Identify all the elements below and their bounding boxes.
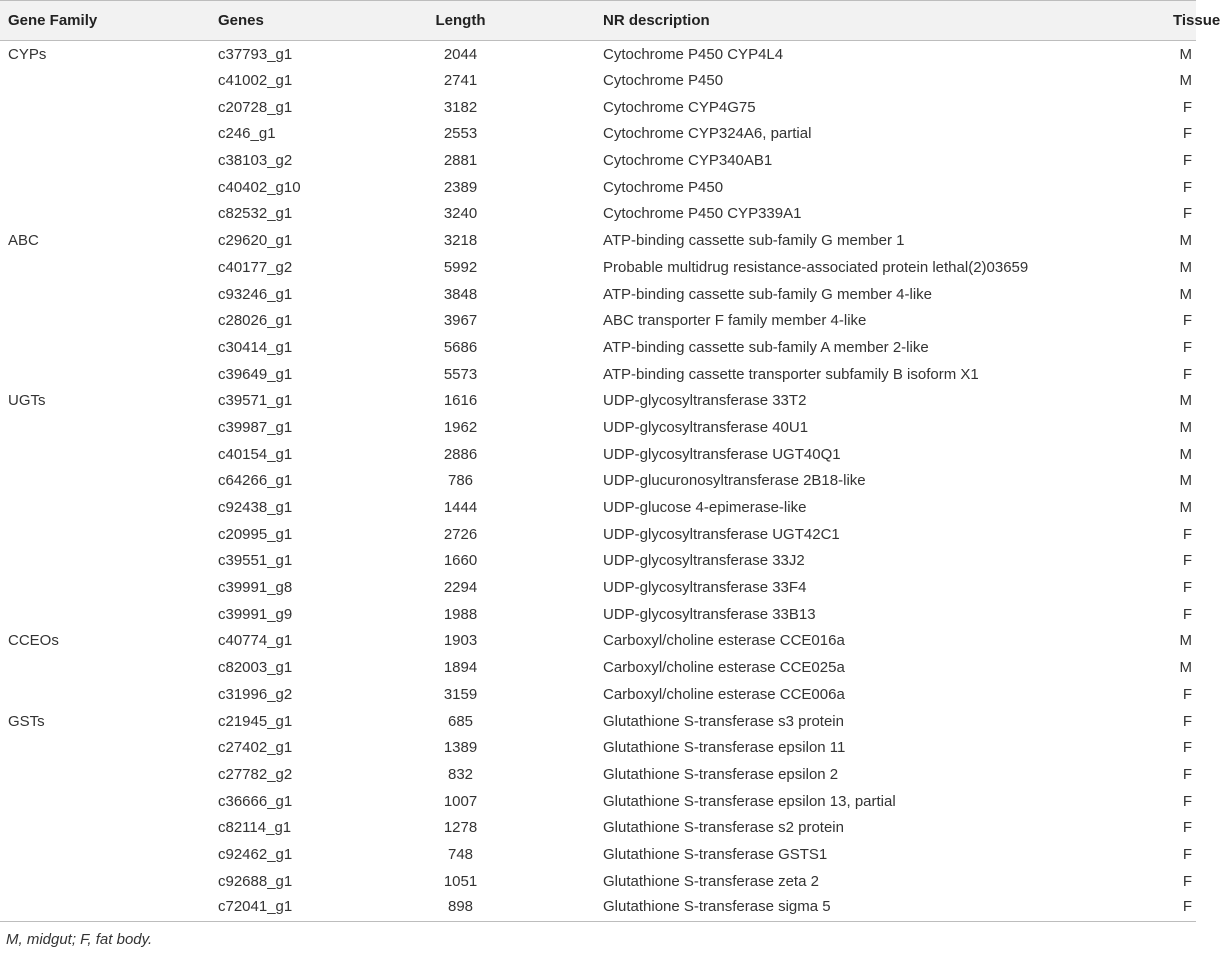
cell-length: 1389 — [443, 739, 478, 757]
cell-gene-family — [0, 841, 218, 868]
cell-nr-description: ABC transporter F family member 4-like — [603, 312, 867, 330]
cell-length: 3848 — [443, 285, 478, 303]
cell-tissue: F — [1182, 739, 1192, 757]
cell-nr-description: Glutathione S-transferase s2 protein — [603, 819, 844, 837]
cell-length: 2726 — [443, 525, 478, 543]
cell-gene-family — [0, 521, 218, 548]
cell-gene-id: c39987_g1 — [218, 418, 293, 436]
cell-gene-id: c40177_g2 — [218, 258, 293, 276]
cell-tissue: F — [1182, 338, 1192, 356]
cell-nr-description: UDP-glycosyltransferase 33J2 — [603, 552, 805, 570]
header-tissue: Tissue — [1173, 12, 1220, 29]
cell-nr-description: ATP-binding cassette transporter subfamily B isoform X1 — [603, 365, 979, 383]
cell-tissue: F — [1182, 605, 1192, 623]
cell-length: 1894 — [443, 659, 478, 677]
cell-nr-description: Glutathione S-transferase epsilon 13, partial — [603, 792, 896, 810]
cell-nr-description: Carboxyl/choline esterase CCE025a — [603, 659, 845, 677]
cell-gene-family — [0, 307, 218, 334]
cell-gene-family: ABC — [8, 232, 39, 250]
header-nr-description: NR description — [603, 12, 710, 29]
table-row — [0, 281, 1196, 308]
cell-tissue: M — [1179, 632, 1192, 650]
cell-nr-description: Cytochrome P450 — [603, 178, 724, 196]
cell-gene-id: c28026_g1 — [218, 312, 293, 330]
table-row — [0, 548, 1196, 575]
cell-tissue: F — [1182, 685, 1192, 703]
cell-nr-description: Glutathione S-transferase s3 protein — [603, 712, 844, 730]
cell-gene-id: c246_g1 — [218, 125, 276, 143]
cell-gene-id: c31996_g2 — [218, 685, 293, 703]
cell-length: 1962 — [443, 418, 478, 436]
cell-tissue: F — [1182, 579, 1192, 597]
cell-length: 3182 — [443, 98, 478, 116]
cell-gene-id: c41002_g1 — [218, 72, 293, 90]
cell-gene-id: c21945_g1 — [218, 712, 293, 730]
cell-gene-family — [0, 868, 218, 895]
cell-nr-description: UDP-glycosyltransferase 33B13 — [603, 605, 816, 623]
cell-nr-description: UDP-glucose 4-epimerase-like — [603, 499, 807, 517]
cell-tissue: F — [1182, 365, 1192, 383]
cell-gene-id: c40402_g10 — [218, 178, 301, 196]
table-row — [0, 734, 1196, 761]
table-row — [0, 441, 1196, 468]
cell-nr-description: Carboxyl/choline esterase CCE016a — [603, 632, 845, 650]
cell-nr-description: UDP-glycosyltransferase 33T2 — [603, 392, 807, 410]
cell-gene-family — [0, 121, 218, 148]
table-row — [0, 414, 1196, 441]
table-row — [0, 574, 1196, 601]
cell-nr-description: ATP-binding cassette sub-family G member 1 — [603, 232, 905, 250]
cell-nr-description: Cytochrome P450 CYP4L4 — [603, 45, 784, 63]
cell-tissue: F — [1182, 98, 1192, 116]
cell-length: 1660 — [443, 552, 478, 570]
table-row — [0, 254, 1196, 281]
cell-length: 832 — [447, 765, 474, 783]
cell-nr-description: Glutathione S-transferase epsilon 2 — [603, 765, 839, 783]
cell-gene-family — [0, 67, 218, 94]
cell-length: 1051 — [443, 872, 478, 890]
cell-gene-id: c27402_g1 — [218, 739, 293, 757]
table-row — [0, 361, 1196, 388]
cell-gene-id: c20728_g1 — [218, 98, 293, 116]
cell-tissue: F — [1182, 872, 1192, 890]
table-row — [0, 174, 1196, 201]
table-row — [0, 895, 1196, 922]
cell-tissue: M — [1179, 45, 1192, 63]
cell-tissue: F — [1182, 898, 1192, 916]
cell-length: 2553 — [443, 125, 478, 143]
cell-gene-family — [0, 361, 218, 388]
cell-tissue: F — [1182, 792, 1192, 810]
cell-gene-family — [0, 814, 218, 841]
cell-tissue: M — [1179, 392, 1192, 410]
table-row — [0, 94, 1196, 121]
table-row — [0, 468, 1196, 495]
table-row — [0, 494, 1196, 521]
cell-gene-id: c39991_g8 — [218, 579, 293, 597]
cell-gene-family — [0, 761, 218, 788]
cell-length: 1988 — [443, 605, 478, 623]
cell-nr-description: Cytochrome CYP324A6, partial — [603, 125, 812, 143]
cell-tissue: M — [1179, 659, 1192, 677]
cell-gene-id: c92438_g1 — [218, 499, 293, 517]
cell-gene-family — [0, 734, 218, 761]
cell-gene-id: c64266_g1 — [218, 472, 293, 490]
header-row — [0, 1, 1196, 41]
table-row — [0, 521, 1196, 548]
cell-length: 786 — [447, 472, 474, 490]
table-row — [0, 868, 1196, 895]
cell-tissue: M — [1179, 472, 1192, 490]
cell-gene-id: c20995_g1 — [218, 525, 293, 543]
cell-length: 3967 — [443, 312, 478, 330]
table-row — [0, 41, 1196, 68]
table-row — [0, 601, 1196, 628]
cell-gene-family: CYPs — [8, 45, 47, 63]
cell-gene-id: c82003_g1 — [218, 659, 293, 677]
table-footnote: M, midgut; F, fat body. — [6, 931, 153, 949]
cell-nr-description: Carboxyl/choline esterase CCE006a — [603, 685, 845, 703]
cell-nr-description: UDP-glycosyltransferase 33F4 — [603, 579, 807, 597]
cell-tissue: F — [1182, 178, 1192, 196]
table-row — [0, 654, 1196, 681]
cell-gene-id: c39649_g1 — [218, 365, 293, 383]
table-row — [0, 761, 1196, 788]
cell-gene-family: CCEOs — [8, 632, 59, 650]
cell-length: 5686 — [443, 338, 478, 356]
cell-nr-description: Cytochrome CYP340AB1 — [603, 152, 773, 170]
table-header — [0, 1, 1220, 41]
cell-tissue: F — [1182, 205, 1192, 223]
cell-gene-family — [0, 548, 218, 575]
cell-gene-id: c92688_g1 — [218, 872, 293, 890]
cell-length: 1616 — [443, 392, 478, 410]
cell-tissue: M — [1179, 418, 1192, 436]
cell-length: 3159 — [443, 685, 478, 703]
table-row — [0, 227, 1196, 254]
cell-nr-description: Cytochrome CYP4G75 — [603, 98, 756, 116]
cell-nr-description: Glutathione S-transferase epsilon 11 — [603, 739, 846, 757]
cell-gene-id: c27782_g2 — [218, 765, 293, 783]
table-row — [0, 814, 1196, 841]
cell-tissue: F — [1182, 525, 1192, 543]
cell-length: 2044 — [443, 45, 478, 63]
cell-gene-id: c39991_g9 — [218, 605, 293, 623]
cell-tissue: F — [1182, 845, 1192, 863]
cell-gene-family: UGTs — [8, 392, 46, 410]
cell-gene-id: c40154_g1 — [218, 445, 293, 463]
cell-gene-family — [0, 574, 218, 601]
table-row — [0, 67, 1196, 94]
cell-nr-description: UDP-glycosyltransferase 40U1 — [603, 418, 809, 436]
table-row — [0, 334, 1196, 361]
cell-length: 1007 — [443, 792, 478, 810]
cell-nr-description: ATP-binding cassette sub-family G member 4-like — [603, 285, 933, 303]
header-genes: Genes — [218, 12, 264, 29]
cell-length: 5573 — [443, 365, 478, 383]
cell-tissue: M — [1179, 232, 1192, 250]
cell-nr-description: Glutathione S-transferase zeta 2 — [603, 872, 819, 890]
cell-gene-family — [0, 147, 218, 174]
cell-length: 898 — [447, 898, 474, 916]
cell-length: 1278 — [443, 819, 478, 837]
cell-gene-id: c92462_g1 — [218, 845, 293, 863]
cell-length: 2294 — [443, 579, 478, 597]
cell-nr-description: Probable multidrug resistance-associated protein lethal(2)03659 — [603, 258, 1029, 276]
cell-gene-family — [0, 414, 218, 441]
cell-gene-family — [0, 601, 218, 628]
cell-nr-description: UDP-glycosyltransferase UGT40Q1 — [603, 445, 841, 463]
cell-tissue: M — [1179, 72, 1192, 90]
cell-gene-family — [0, 254, 218, 281]
cell-tissue: F — [1182, 152, 1192, 170]
table-row — [0, 681, 1196, 708]
cell-length: 5992 — [443, 258, 478, 276]
cell-gene-id: c30414_g1 — [218, 338, 293, 356]
cell-gene-id: c72041_g1 — [218, 898, 293, 916]
table-row — [0, 387, 1196, 414]
cell-nr-description: UDP-glucuronosyltransferase 2B18-like — [603, 472, 866, 490]
cell-nr-description: Cytochrome P450 CYP339A1 — [603, 205, 802, 223]
cell-tissue: M — [1179, 258, 1192, 276]
cell-nr-description: UDP-glycosyltransferase UGT42C1 — [603, 525, 840, 543]
cell-gene-family — [0, 334, 218, 361]
header-length: Length — [435, 12, 486, 29]
cell-tissue: F — [1182, 819, 1192, 837]
cell-tissue: F — [1182, 312, 1192, 330]
cell-gene-family — [0, 281, 218, 308]
table-row — [0, 121, 1196, 148]
cell-length: 3218 — [443, 232, 478, 250]
cell-gene-id: c93246_g1 — [218, 285, 293, 303]
table-row — [0, 841, 1196, 868]
table-row — [0, 628, 1196, 655]
table-row — [0, 147, 1196, 174]
cell-gene-id: c29620_g1 — [218, 232, 293, 250]
cell-tissue: M — [1179, 285, 1192, 303]
cell-gene-family — [0, 441, 218, 468]
cell-gene-family — [0, 788, 218, 815]
table-row — [0, 788, 1196, 815]
cell-length: 2741 — [443, 72, 478, 90]
table-row — [0, 307, 1196, 334]
table-body — [0, 41, 1196, 922]
cell-tissue: F — [1182, 765, 1192, 783]
cell-gene-id: c40774_g1 — [218, 632, 293, 650]
table-row — [0, 708, 1196, 735]
header-gene-family: Gene Family — [8, 12, 98, 29]
cell-tissue: M — [1179, 445, 1192, 463]
cell-length: 1903 — [443, 632, 478, 650]
cell-length: 2881 — [443, 152, 478, 170]
cell-gene-family — [0, 94, 218, 121]
cell-gene-id: c38103_g2 — [218, 152, 293, 170]
cell-gene-family — [0, 468, 218, 495]
cell-gene-id: c39571_g1 — [218, 392, 293, 410]
cell-gene-family — [0, 174, 218, 201]
cell-length: 2886 — [443, 445, 478, 463]
cell-gene-id: c37793_g1 — [218, 45, 293, 63]
cell-gene-family — [0, 654, 218, 681]
cell-length: 748 — [447, 845, 474, 863]
cell-tissue: F — [1182, 712, 1192, 730]
cell-tissue: M — [1179, 499, 1192, 517]
cell-gene-family — [0, 681, 218, 708]
cell-nr-description: Glutathione S-transferase sigma 5 — [603, 898, 831, 916]
cell-length: 1444 — [443, 499, 478, 517]
cell-gene-family: GSTs — [8, 712, 45, 730]
cell-nr-description: ATP-binding cassette sub-family A member 2-like — [603, 338, 929, 356]
cell-length: 685 — [447, 712, 474, 730]
cell-tissue: F — [1182, 125, 1192, 143]
cell-nr-description: Glutathione S-transferase GSTS1 — [603, 845, 828, 863]
cell-gene-family — [0, 494, 218, 521]
cell-gene-id: c36666_g1 — [218, 792, 293, 810]
cell-nr-description: Cytochrome P450 — [603, 72, 724, 90]
cell-gene-family — [0, 201, 218, 228]
cell-tissue: F — [1182, 552, 1192, 570]
cell-gene-id: c82532_g1 — [218, 205, 293, 223]
table-row — [0, 201, 1196, 228]
cell-length: 3240 — [443, 205, 478, 223]
cell-length: 2389 — [443, 178, 478, 196]
cell-gene-id: c39551_g1 — [218, 552, 293, 570]
cell-gene-id: c82114_g1 — [218, 819, 292, 837]
cell-gene-family — [0, 895, 218, 922]
